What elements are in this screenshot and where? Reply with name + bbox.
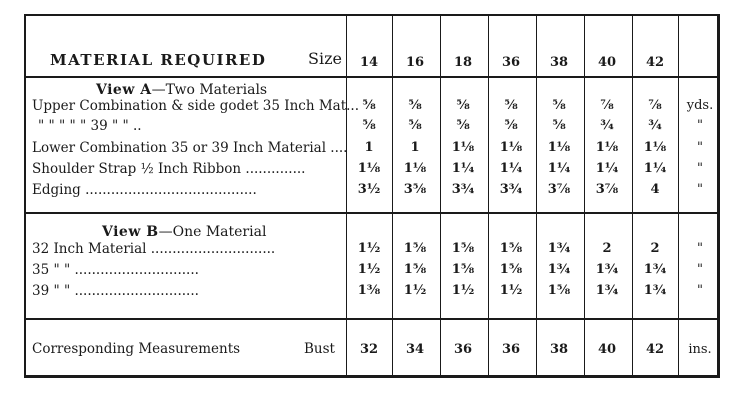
size-label: Size	[308, 49, 342, 68]
cell-value: ⅝	[408, 98, 422, 113]
unit-label: "	[697, 283, 703, 298]
row-label: 39 " " .............................	[32, 283, 199, 299]
cell-value: 1½	[403, 283, 427, 298]
size-header: 38	[549, 55, 569, 70]
view-b-label: View B	[102, 224, 159, 240]
bust-value: 32	[359, 342, 379, 357]
cell-value: ¾	[648, 118, 662, 133]
cell-value: 1¾	[547, 262, 571, 277]
cell-value: 2	[650, 241, 660, 256]
cell-value: ⅝	[456, 98, 470, 113]
cell-value: 1⅛	[357, 161, 381, 176]
bust-value: 36	[501, 342, 521, 357]
view-a-label: View A	[96, 82, 152, 98]
cell-value: 1⅝	[499, 241, 523, 256]
header-divider	[24, 76, 720, 78]
row-label: Upper Combination & side godet 35 Inch Mat...	[32, 98, 360, 114]
row-label: " " " " " 39 " " ..	[38, 118, 142, 134]
size-header: 40	[597, 55, 617, 70]
cell-value: 1⅝	[547, 283, 571, 298]
cell-value: 1¼	[499, 161, 523, 176]
cell-value: 1⅛	[595, 140, 619, 155]
cell-value: 1¾	[643, 262, 667, 277]
cell-value: ¾	[600, 118, 614, 133]
cell-value: 3½	[357, 182, 381, 197]
bust-label: Bust	[304, 341, 335, 357]
footer-divider	[24, 318, 720, 320]
bust-value: 38	[549, 342, 569, 357]
unit-label: "	[697, 241, 703, 256]
column-divider	[536, 14, 537, 378]
cell-value: 1⅜	[357, 283, 381, 298]
view-b-desc: —One Material	[158, 224, 267, 240]
cell-value: 3⅞	[595, 182, 619, 197]
bust-value: 36	[453, 342, 473, 357]
cell-value: 1⅛	[547, 140, 571, 155]
cell-value: 1⅛	[643, 140, 667, 155]
section-divider	[24, 212, 720, 214]
cell-value: 1⅝	[403, 262, 427, 277]
bust-value: 42	[645, 342, 665, 357]
size-header: 42	[645, 55, 665, 70]
cell-value: ⅞	[600, 98, 614, 113]
measurements-label: Corresponding Measurements	[32, 341, 241, 357]
cell-value: ⅞	[648, 98, 662, 113]
row-label: 32 Inch Material .............................	[32, 241, 276, 257]
view-b-heading	[102, 224, 266, 240]
cell-value: 3¾	[451, 182, 475, 197]
size-header: 16	[405, 55, 425, 70]
view-a-heading	[96, 82, 267, 98]
cell-value: ⅝	[456, 118, 470, 133]
unit-label: ins.	[688, 342, 712, 357]
unit-label: "	[697, 262, 703, 277]
cell-value: 1¼	[547, 161, 571, 176]
size-header: 14	[359, 55, 379, 70]
column-divider	[488, 14, 489, 378]
cell-value: 2	[602, 241, 612, 256]
cell-value: 1¼	[643, 161, 667, 176]
cell-value: 1½	[357, 262, 381, 277]
cell-value: ⅝	[408, 118, 422, 133]
column-divider	[392, 14, 393, 378]
column-divider	[440, 14, 441, 378]
column-divider	[584, 14, 585, 378]
unit-label: "	[697, 140, 703, 155]
cell-value: 1⅝	[403, 241, 427, 256]
cell-value: ⅝	[504, 118, 518, 133]
column-divider	[346, 14, 347, 378]
cell-value: 1½	[451, 283, 475, 298]
cell-value: 1⅛	[403, 161, 427, 176]
cell-value: 1⅝	[451, 262, 475, 277]
cell-value: 1½	[499, 283, 523, 298]
column-divider	[632, 14, 633, 378]
cell-value: 3⅝	[403, 182, 427, 197]
cell-value: 3¾	[499, 182, 523, 197]
cell-value: ⅝	[362, 98, 376, 113]
cell-value: 1¼	[595, 161, 619, 176]
column-divider	[678, 14, 679, 378]
size-header: 18	[453, 55, 473, 70]
row-label: Lower Combination 35 or 39 Inch Material ....	[32, 140, 348, 156]
unit-label: "	[697, 118, 703, 133]
bust-value: 40	[597, 342, 617, 357]
row-label: Edging ........................................	[32, 182, 257, 198]
cell-value: 3⅞	[547, 182, 571, 197]
cell-value: 1	[364, 140, 374, 155]
cell-value: 1¾	[643, 283, 667, 298]
cell-value: 1⅛	[499, 140, 523, 155]
cell-value: 1¾	[595, 262, 619, 277]
cell-value: 1½	[357, 241, 381, 256]
cell-value: 1	[410, 140, 420, 155]
cell-value: 1⅛	[451, 140, 475, 155]
unit-label: "	[697, 182, 703, 197]
view-a-desc: —Two Materials	[151, 82, 268, 98]
cell-value: ⅝	[552, 98, 566, 113]
bust-value: 34	[405, 342, 425, 357]
cell-value: 1¾	[547, 241, 571, 256]
cell-value: 1⅝	[499, 262, 523, 277]
cell-value: 1⅝	[451, 241, 475, 256]
cell-value: 1¾	[595, 283, 619, 298]
table-title: MATERIAL REQUIRED	[50, 51, 267, 69]
row-label: Shoulder Strap ½ Inch Ribbon ..............	[32, 161, 306, 177]
cell-value: ⅝	[552, 118, 566, 133]
unit-label: yds.	[686, 98, 714, 113]
cell-value: ⅝	[362, 118, 376, 133]
row-label: 35 " " .............................	[32, 262, 199, 278]
unit-label: "	[697, 161, 703, 176]
cell-value: 1¼	[451, 161, 475, 176]
size-header: 36	[501, 55, 521, 70]
cell-value: 4	[650, 182, 660, 197]
cell-value: ⅝	[504, 98, 518, 113]
